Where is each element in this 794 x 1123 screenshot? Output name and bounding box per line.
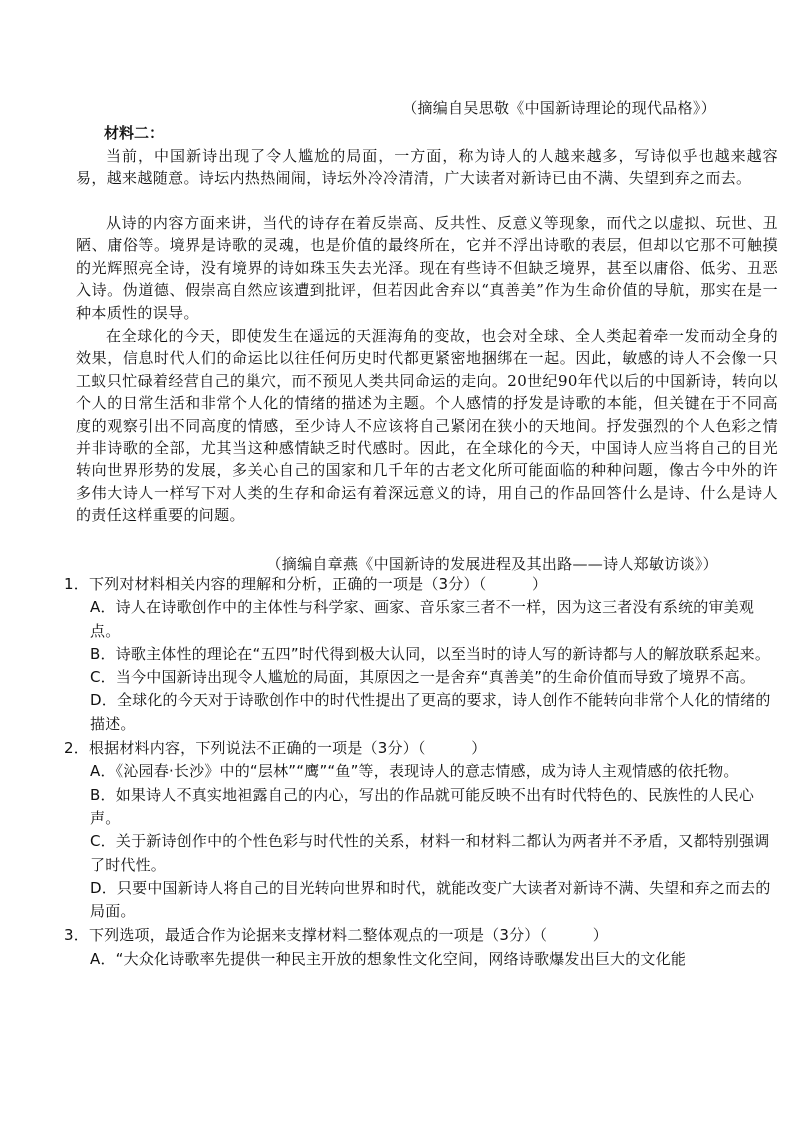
material2-title: 材料二： (104, 124, 165, 142)
material2-paragraph-1: 当前，中国新诗出现了令人尴尬的局面，一方面，称为诗人的人越来越多，写诗似乎也越来越容易，越来越随意。诗坛内热热闹闹，诗坛外冷冷清清，广大读者对新诗已由不满、失望到弃之而去。 (76, 147, 778, 188)
question-1 (62, 573, 780, 736)
question-3 (62, 924, 780, 971)
question-option: D．只要中国新诗人将自己的目光转向世界和时代，就能改变广大读者对新诗不满、失望和弃之而去的局面。 (90, 878, 771, 921)
question-stem: 3．下列选项，最适合作为论据来支撑材料二整体观点的一项是（3分）（ ） (64, 926, 608, 945)
material2-source: （摘编自章燕《中国新诗的发展进程及其出路——诗人郑敏访谈》） (266, 555, 718, 573)
question-option: B．诗歌主体性的理论在“五四”时代得到极大认同，以至当时的诗人写的新诗都与人的解放联系起来。 (90, 644, 771, 663)
material1-source: （摘编自吴思敬《中国新诗理论的现代品格》） (402, 99, 716, 117)
question-option: B．如果诗人不真实地袒露自己的内心，写出的作品就可能反映不出有时代特色的、民族性的人民心声。 (90, 785, 755, 827)
question-option: C．当今中国新诗出现令人尴尬的局面，其原因之一是舍弃“真善美”的生命价值而导致了境界不高。 (90, 668, 756, 687)
question-option: A．《沁园春·长沙》中的“层林”“鹰”“鱼”等，表现诗人的意志情感，成为诗人主观情感的依托物。 (90, 762, 739, 781)
question-stem: 2．根据材料内容，下列说法不正确的一项是（3分）（ ） (64, 739, 487, 758)
question-option: A．“大众化诗歌率先提供一种民主开放的想象性文化空间，网络诗歌爆发出巨大的文化能 (90, 949, 687, 968)
question-list (62, 573, 780, 972)
question-option: A．诗人在诗歌创作中的主体性与科学家、画家、音乐家三者不一样，因为这三者没有系统的审美观点。 (90, 598, 755, 640)
question-option: C．关于新诗创作中的个性色彩与时代性的关系，材料一和材料二都认为两者并不矛盾，又都特别强调了时代性。 (90, 832, 770, 874)
question-2 (62, 737, 780, 923)
material2-paragraph-3: 在全球化的今天，即使发生在遥远的天涯海角的变故，也会对全球、全人类起着牵一发而动全身的效果，信息时代人们的命运比以往任何历史时代都更紧密地捆绑在一起。因此，敏感的诗人不会像一只工蚁只忙碌着经营自己的巢穴，而不预见人类共同命运的走向。20世纪90年代以后的中国新诗，转向以个人的日常生活和非常个人化的情绪的描述为主题。个人感情的抒发是诗歌的本能，但关键在于不同高度的观察引出不同高度的情感，至少诗人不应该将自己紧闭在狭小的天地间。抒发强烈的个人色彩之情并非诗歌的全部，尤其当这种感情缺乏时代感时。因此，在全球化的今天，中国诗人应当将自己的目光转向世界形势的发展，多关心自己的国家和几千年的古老文化所可能面临的种种问题，像古今中外的许多伟大诗人一样写下对人类的生存和命运有着深远意义的诗，用自己的作品回答什么是诗、什么是诗人的责任这样重要的问题。 (76, 327, 778, 525)
question-stem: 1．下列对材料相关内容的理解和分析，正确的一项是（3分）（ ） (64, 575, 548, 593)
material2-paragraph-2: 从诗的内容方面来讲，当代的诗存在着反崇高、反共性、反意义等现象，而代之以虚拟、玩世、丑陋、庸俗等。境界是诗歌的灵魂，也是价值的最终所在，它并不浮出诗歌的表层，但却以它那不可触摸的光辉照亮全诗，没有境界的诗如珠玉失去光泽。现在有些诗不但缺乏境界，甚至以庸俗、低劣、丑恶入诗。伪道德、假崇高自然应该遭到批评，但若因此舍弃以“真善美”作为生命价值的导航，那实在是一种本质性的误导。 (76, 214, 778, 322)
question-option: D．全球化的今天对于诗歌创作中的时代性提出了更高的要求，诗人创作不能转向非常个人化的情绪的描述。 (90, 691, 771, 733)
